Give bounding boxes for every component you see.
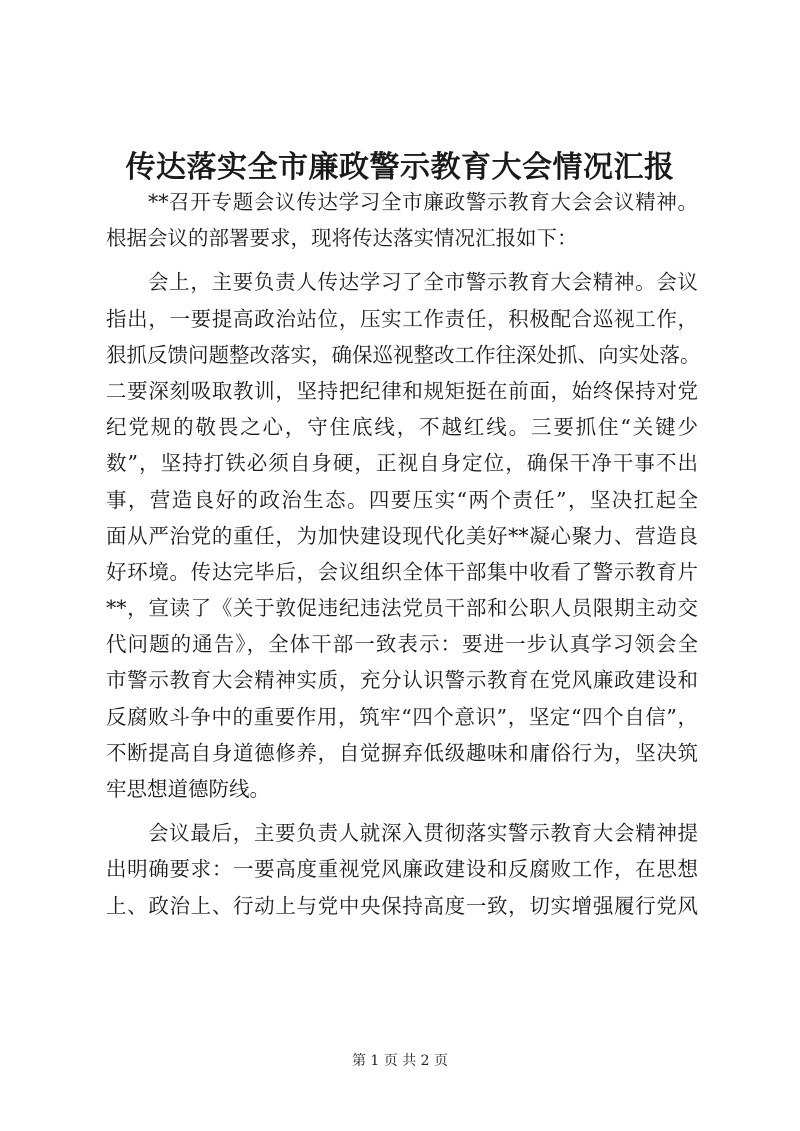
page-footer: 第 1 页 共 2 页 (351, 1053, 449, 1069)
text-line: 市警示教育大会精神实质，充分认识警示教育在党风廉政建设和 (106, 668, 698, 693)
text-line: 反腐败斗争中的重要作用，筑牢“四个意识”，坚定“四个自信”， (106, 704, 698, 729)
text-line: **，宣读了《关于敦促违纪违法党员干部和公职人员限期主动交 (106, 596, 698, 621)
text-line: 面从严治党的重任，为加快建设现代化美好**凝心聚力、营造良 (106, 523, 698, 548)
document-title: 传达落实全市廉政警示教育大会情况汇报 (125, 150, 675, 185)
text-line: 指出，一要提高政治站位，压实工作责任，积极配合巡视工作， (106, 306, 698, 331)
text-line: **召开专题会议传达学习全市廉政警示教育大会会议精神。 (148, 190, 698, 214)
text-line: 会议最后，主要负责人就深入贯彻落实警示教育大会精神提 (148, 821, 698, 846)
text-line: 会上，主要负责人传达学习了全市警示教育大会精神。会议 (148, 270, 698, 295)
paragraph (106, 815, 698, 924)
text-line: 数”，坚持打铁必须自身硬，正视自身定位，确保干净干事不出 (106, 451, 698, 476)
text-line: 根据会议的部署要求，现将传达落实情况汇报如下： (106, 226, 578, 251)
text-line: 事，营造良好的政治生态。四要压实“两个责任”，坚决扛起全 (106, 487, 698, 512)
text-line: 好环境。传达完毕后，会议组织全体干部集中收看了警示教育片 (106, 559, 698, 584)
text-line: 二要深刻吸取教训，坚持把纪律和规矩挺在前面，始终保持对党 (106, 378, 698, 403)
text-line: 纪党规的敬畏之心，守住底线，不越红线。三要抓住“关键少 (106, 415, 698, 440)
text-line: 上、政治上、行动上与党中央保持高度一致，切实增强履行党风 (106, 893, 698, 918)
text-line: 牢思想道德防线。 (106, 777, 270, 801)
paragraph (106, 184, 698, 256)
text-line: 出明确要求：一要高度重视党风廉政建设和反腐败工作，在思想 (106, 857, 698, 882)
text-line: 代问题的通告》，全体干部一致表示：要进一步认真学习领会全 (106, 632, 698, 657)
text-line: 狠抓反馈问题整改落实，确保巡视整改工作往深处抓、向实处落。 (106, 342, 701, 367)
paragraph (106, 264, 701, 807)
text-line: 不断提高自身道德修养，自觉摒弃低级趣味和庸俗行为，坚决筑 (106, 740, 698, 765)
document-body (106, 184, 701, 924)
